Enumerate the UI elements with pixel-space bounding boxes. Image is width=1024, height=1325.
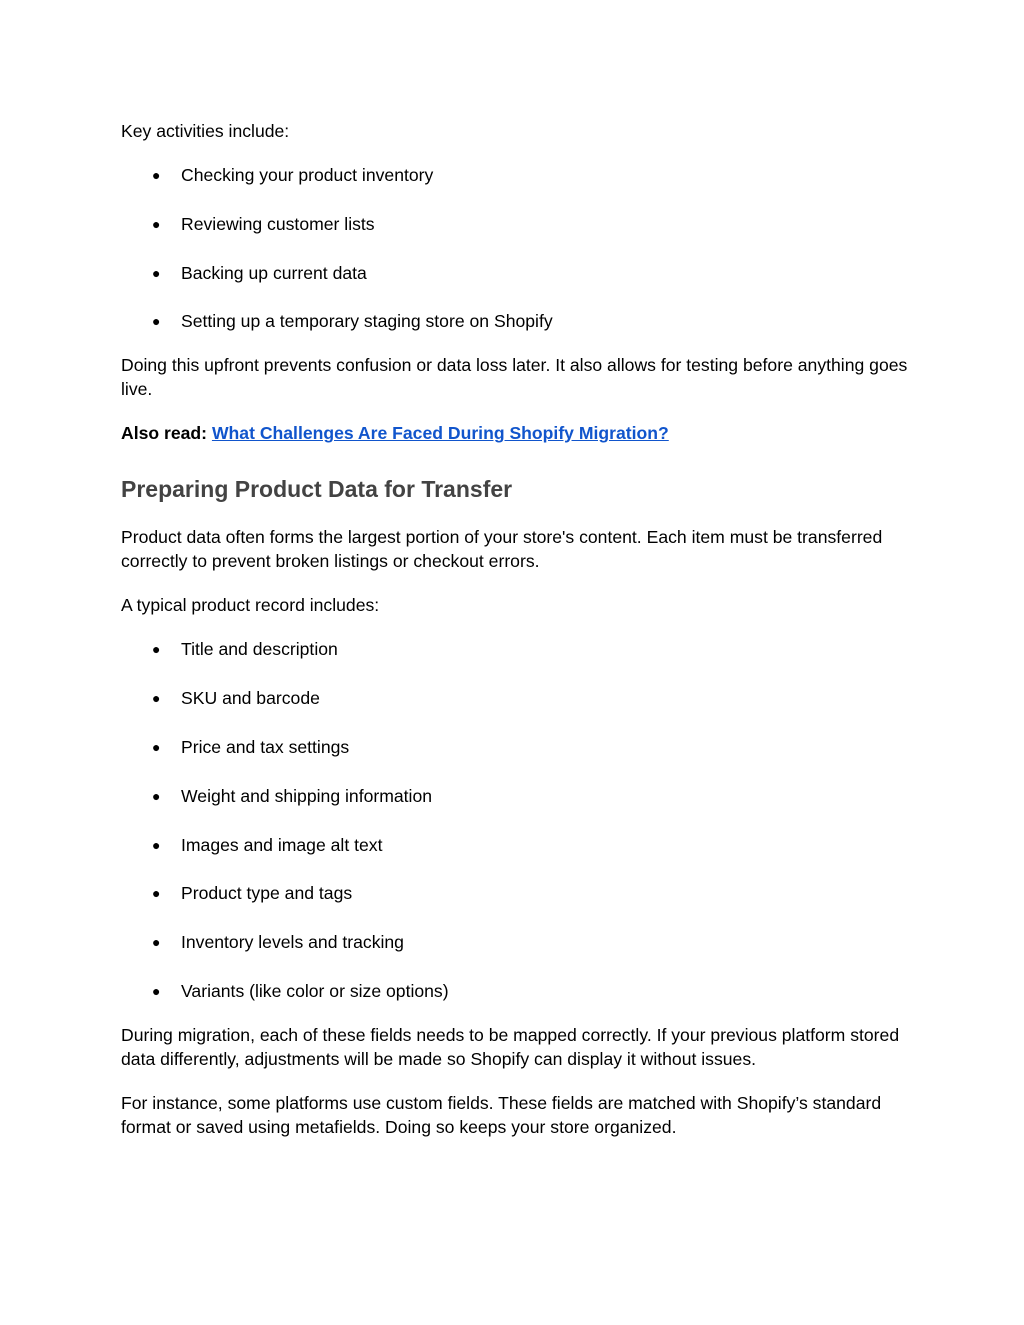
bullet-icon: ● bbox=[152, 934, 161, 951]
list-item bbox=[121, 637, 911, 661]
list-item-text: Product type and tags bbox=[181, 883, 353, 904]
list-item-text: Title and description bbox=[181, 639, 338, 660]
product-data-paragraph: Product data often forms the largest portion of your store's content. Each item must be transferred correctly to prevent broken listings or checkout errors. bbox=[121, 527, 883, 572]
bullet-icon: ● bbox=[152, 885, 161, 902]
upfront-paragraph: Doing this upfront prevents confusion or data loss later. It also allows for testing before anything goes live. bbox=[121, 355, 908, 400]
list-item-text: Setting up a temporary staging store on Shopify bbox=[181, 311, 553, 332]
list-item bbox=[121, 212, 911, 236]
bullet-icon: ● bbox=[152, 264, 161, 281]
section-heading: Preparing Product Data for Transfer bbox=[121, 476, 513, 503]
list-item bbox=[121, 784, 911, 808]
list-item-text: Images and image alt text bbox=[181, 834, 383, 855]
also-read-label: Also read: bbox=[121, 423, 208, 444]
migration-mapping-paragraph: During migration, each of these fields needs to be mapped correctly. If your previous platform stored data differently, adjustments will be made so Shopify can display it without issues. bbox=[121, 1024, 900, 1069]
bullet-icon: ● bbox=[152, 836, 161, 853]
list-item-text: Inventory levels and tracking bbox=[181, 932, 404, 953]
list-item bbox=[121, 833, 911, 857]
list-item bbox=[121, 163, 911, 187]
list-item bbox=[121, 261, 911, 285]
document-page bbox=[121, 119, 911, 1159]
list-item bbox=[121, 881, 911, 905]
list-item-text: Weight and shipping information bbox=[181, 785, 433, 806]
also-read-line bbox=[121, 421, 911, 445]
product-record-list bbox=[121, 637, 911, 1003]
list-item-text: SKU and barcode bbox=[181, 688, 320, 709]
bullet-icon: ● bbox=[152, 738, 161, 755]
list-item-text: Backing up current data bbox=[181, 262, 367, 283]
bullet-icon: ● bbox=[152, 313, 161, 330]
bullet-icon: ● bbox=[152, 215, 161, 232]
also-read-link[interactable]: What Challenges Are Faced During Shopify Migration? bbox=[211, 423, 669, 444]
list-item-text: Variants (like color or size options) bbox=[181, 980, 449, 1001]
product-record-intro: A typical product record includes: bbox=[121, 595, 380, 616]
list-item bbox=[121, 930, 911, 954]
bullet-icon: ● bbox=[152, 787, 161, 804]
list-item-text: Reviewing customer lists bbox=[181, 213, 375, 234]
custom-fields-paragraph: For instance, some platforms use custom fields. These fields are matched with Shopify’s standard format or saved using metafields. Doing so keeps your store organized. bbox=[121, 1092, 882, 1137]
bullet-icon: ● bbox=[152, 167, 161, 183]
list-item bbox=[121, 979, 911, 1003]
bullet-icon: ● bbox=[152, 982, 161, 999]
key-activities-list bbox=[121, 163, 911, 333]
bullet-icon: ● bbox=[152, 690, 161, 707]
list-item bbox=[121, 735, 911, 759]
key-activities-intro: Key activities include: bbox=[121, 121, 290, 141]
list-item-text: Checking your product inventory bbox=[181, 165, 434, 185]
bullet-icon: ● bbox=[152, 641, 161, 658]
list-item bbox=[121, 309, 911, 333]
list-item bbox=[121, 686, 911, 710]
list-item-text: Price and tax settings bbox=[181, 736, 350, 757]
